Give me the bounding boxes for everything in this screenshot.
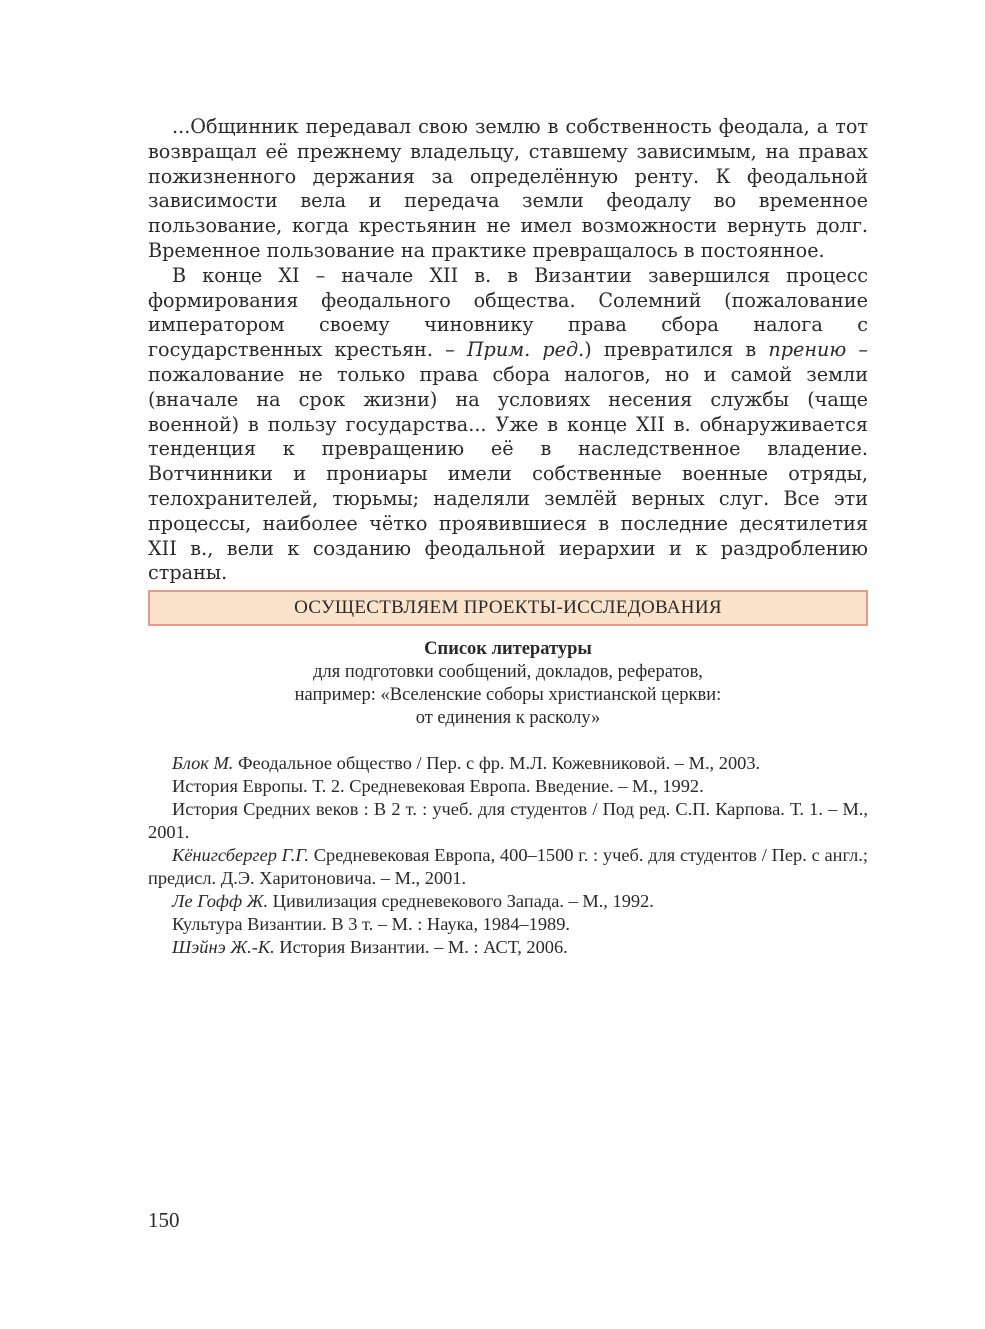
reference-item (148, 752, 868, 775)
reference-list (148, 752, 868, 959)
reference-author: Шэйнэ Ж.-К. (172, 937, 275, 957)
section-banner (148, 590, 868, 626)
paragraph-2-text-a: В конце XI – начале XII в. в Византии завершился процесс формирования феодального общества. Солемний (пожалование императором своему чиновнику права сбора налога с государственных крестьян. – (148, 263, 868, 362)
reference-author: Блок М. (172, 753, 234, 773)
paragraph-2-text-b: ) превратился в (584, 338, 769, 362)
literature-subtitle-line-1: для подготовки сообщений, докладов, рефератов, (313, 662, 703, 682)
literature-subtitle-line-3: от единения к расколу» (415, 708, 601, 728)
reference-author: Ле Гофф Ж. (172, 891, 269, 911)
paragraph-1: ...Общинник передавал свою землю в собственность феодала, а тот возвращал её прежнему владельцу, ставшему зависимым, на правах пожизненного держания за определённую ренту. К феодальной зависимости вела и передача земли феодалу во временное пользование, когда крестьянин не имел возможности вернуть долг. Временное пользование на практике превращалось в постоянное. (148, 115, 868, 262)
reference-item (148, 844, 868, 890)
paragraph-2-text-c: – пожалование не только права сбора налогов, но и самой земли (вначале на срок жизни) на условиях несения службы (чаще военной) в пользу государства... Уже в конце XII в. обнаруживается тенденция к превращению её в наследственное владение. Вотчинники и прониары имели собственные военные отряды, телохранителей, тюрьмы; наделяли землёй верных слуг. Все эти процессы, наиболее чётко проявившиеся в последние десятилетия XII в., вели к созданию феодальной иерархии и к раздроблению страны. (148, 338, 868, 585)
reference-text: Цивилизация средневекового Запада. – М., 1992. (268, 891, 654, 911)
reference-item (148, 890, 868, 913)
reference-text: Культура Византии. В 3 т. – М. : Наука, 1984–1989. (172, 914, 570, 934)
reference-item (148, 913, 868, 936)
page-number: 150 (148, 1208, 180, 1232)
reference-item (148, 936, 868, 959)
reference-text: История Средних веков : В 2 т. : учеб. для студентов / Под ред. С.П. Карпова. Т. 1. – М., 2001. (148, 799, 868, 842)
reference-text: Средневековая Европа, 400–1500 г. : учеб. для студентов / Пер. с англ.; предисл. Д.Э. Харитоновича. – М., 2001. (148, 845, 868, 888)
editor-note: Прим. ред. (466, 338, 585, 362)
reference-text: История Европы. Т. 2. Средневековая Европа. Введение. – М., 1992. (172, 776, 704, 796)
reference-text: Феодальное общество / Пер. с фр. М.Л. Кожевниковой. – М., 2003. (233, 753, 761, 773)
reference-author: Кёнигсбергер Г.Г. (172, 845, 310, 865)
paragraph-2 (148, 264, 868, 586)
reference-item (148, 798, 868, 844)
term-pronia: прению (768, 338, 847, 362)
body-text (148, 115, 868, 586)
literature-title: Список литературы (424, 639, 592, 659)
literature-header (148, 638, 868, 730)
reference-text: История Византии. – М. : АСТ, 2006. (274, 937, 568, 957)
literature-subtitle-line-2: например: «Вселенские соборы христианской церкви: (294, 685, 722, 705)
reference-item (148, 775, 868, 798)
section-banner-title: ОСУЩЕСТВЛЯЕМ ПРОЕКТЫ-ИССЛЕДОВАНИЯ (294, 597, 722, 618)
